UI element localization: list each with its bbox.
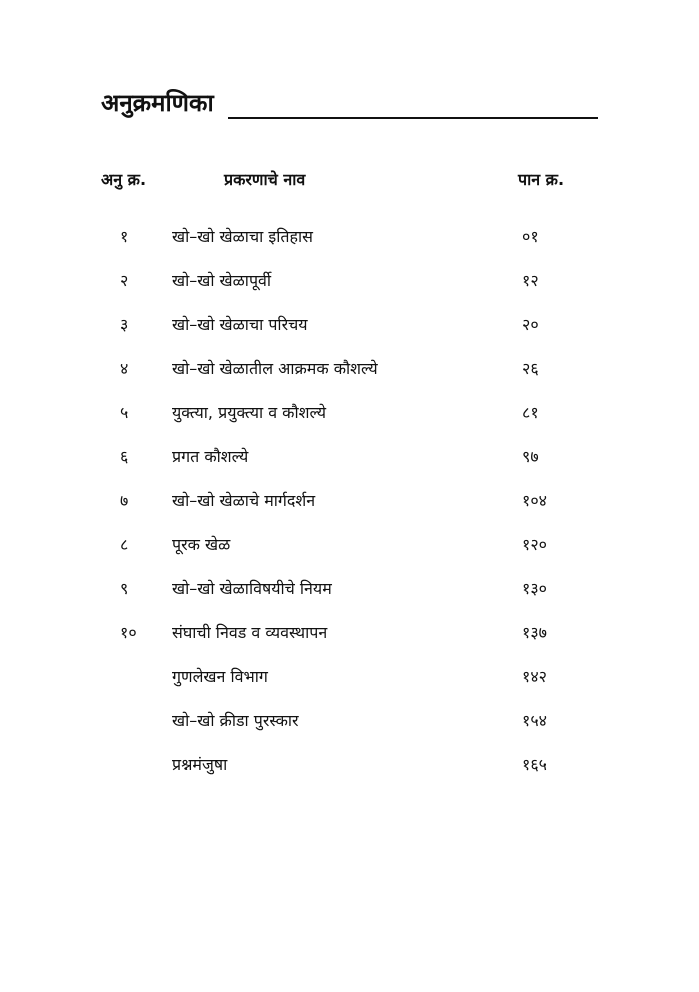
entry-page: १३० <box>522 579 547 598</box>
toc-entry <box>0 222 699 252</box>
entry-page: १२० <box>522 535 547 554</box>
entry-number: ६ <box>120 447 129 466</box>
toc-entry <box>0 398 699 428</box>
entry-title: खो–खो खेळाचे मार्गदर्शन <box>172 491 316 510</box>
toc-entry <box>0 266 699 296</box>
page-title: अनुक्रमणिका <box>101 89 214 117</box>
entry-page: १३७ <box>522 623 547 642</box>
entry-number: ५ <box>120 403 129 422</box>
entry-number: १ <box>120 227 129 246</box>
toc-entry <box>0 442 699 472</box>
entry-title: संघाची निवड व व्यवस्थापन <box>172 623 328 642</box>
title-underline <box>228 117 598 119</box>
toc-entry <box>0 354 699 384</box>
entry-title: पूरक खेळ <box>172 535 231 554</box>
entry-number: ८ <box>120 535 129 554</box>
toc-entry <box>0 486 699 516</box>
entry-page: ८१ <box>522 403 539 422</box>
entry-title: खो–खो खेळाचा परिचय <box>172 315 308 334</box>
entry-page: १४२ <box>522 667 547 686</box>
toc-entry <box>0 574 699 604</box>
entry-number: १० <box>120 623 137 642</box>
entry-title: प्रश्नमंजुषा <box>172 755 228 774</box>
entry-page: ०१ <box>522 227 539 246</box>
entry-page: १२ <box>522 271 539 290</box>
entry-number: ९ <box>120 579 129 598</box>
entry-number: ७ <box>120 491 129 510</box>
entry-title: खो–खो खेळाविषयीचे नियम <box>172 579 332 598</box>
entry-page: १०४ <box>522 491 547 510</box>
header-page: पान क्र. <box>518 170 565 189</box>
toc-entry <box>0 618 699 648</box>
entry-page: २६ <box>522 359 539 378</box>
entry-title: प्रगत कौशल्ये <box>172 447 249 466</box>
toc-entry <box>0 662 699 692</box>
entry-title: खो–खो क्रीडा पुरस्कार <box>172 711 299 730</box>
page-title-row <box>101 88 214 118</box>
entry-title: खो–खो खेळापूर्वी <box>172 271 272 290</box>
entry-page: २० <box>522 315 539 334</box>
entry-title: गुणलेखन विभाग <box>172 667 268 686</box>
entry-page: ९७ <box>522 447 539 466</box>
toc-entry <box>0 310 699 340</box>
entry-page: १५४ <box>522 711 547 730</box>
entry-number: २ <box>120 271 129 290</box>
header-chapter: प्रकरणाचे नाव <box>224 170 306 189</box>
toc-entry <box>0 530 699 560</box>
entry-number: ४ <box>120 359 129 378</box>
toc-entry <box>0 750 699 780</box>
entry-title: खो–खो खेळातील आक्रमक कौशल्ये <box>172 359 378 378</box>
entry-title: युक्त्या, प्रयुक्त्या व कौशल्ये <box>172 403 327 422</box>
header-serial: अनु क्र. <box>101 170 147 189</box>
entry-page: १६५ <box>522 755 547 774</box>
entry-title: खो–खो खेळाचा इतिहास <box>172 227 313 246</box>
entry-number: ३ <box>120 315 129 334</box>
toc-entry <box>0 706 699 736</box>
